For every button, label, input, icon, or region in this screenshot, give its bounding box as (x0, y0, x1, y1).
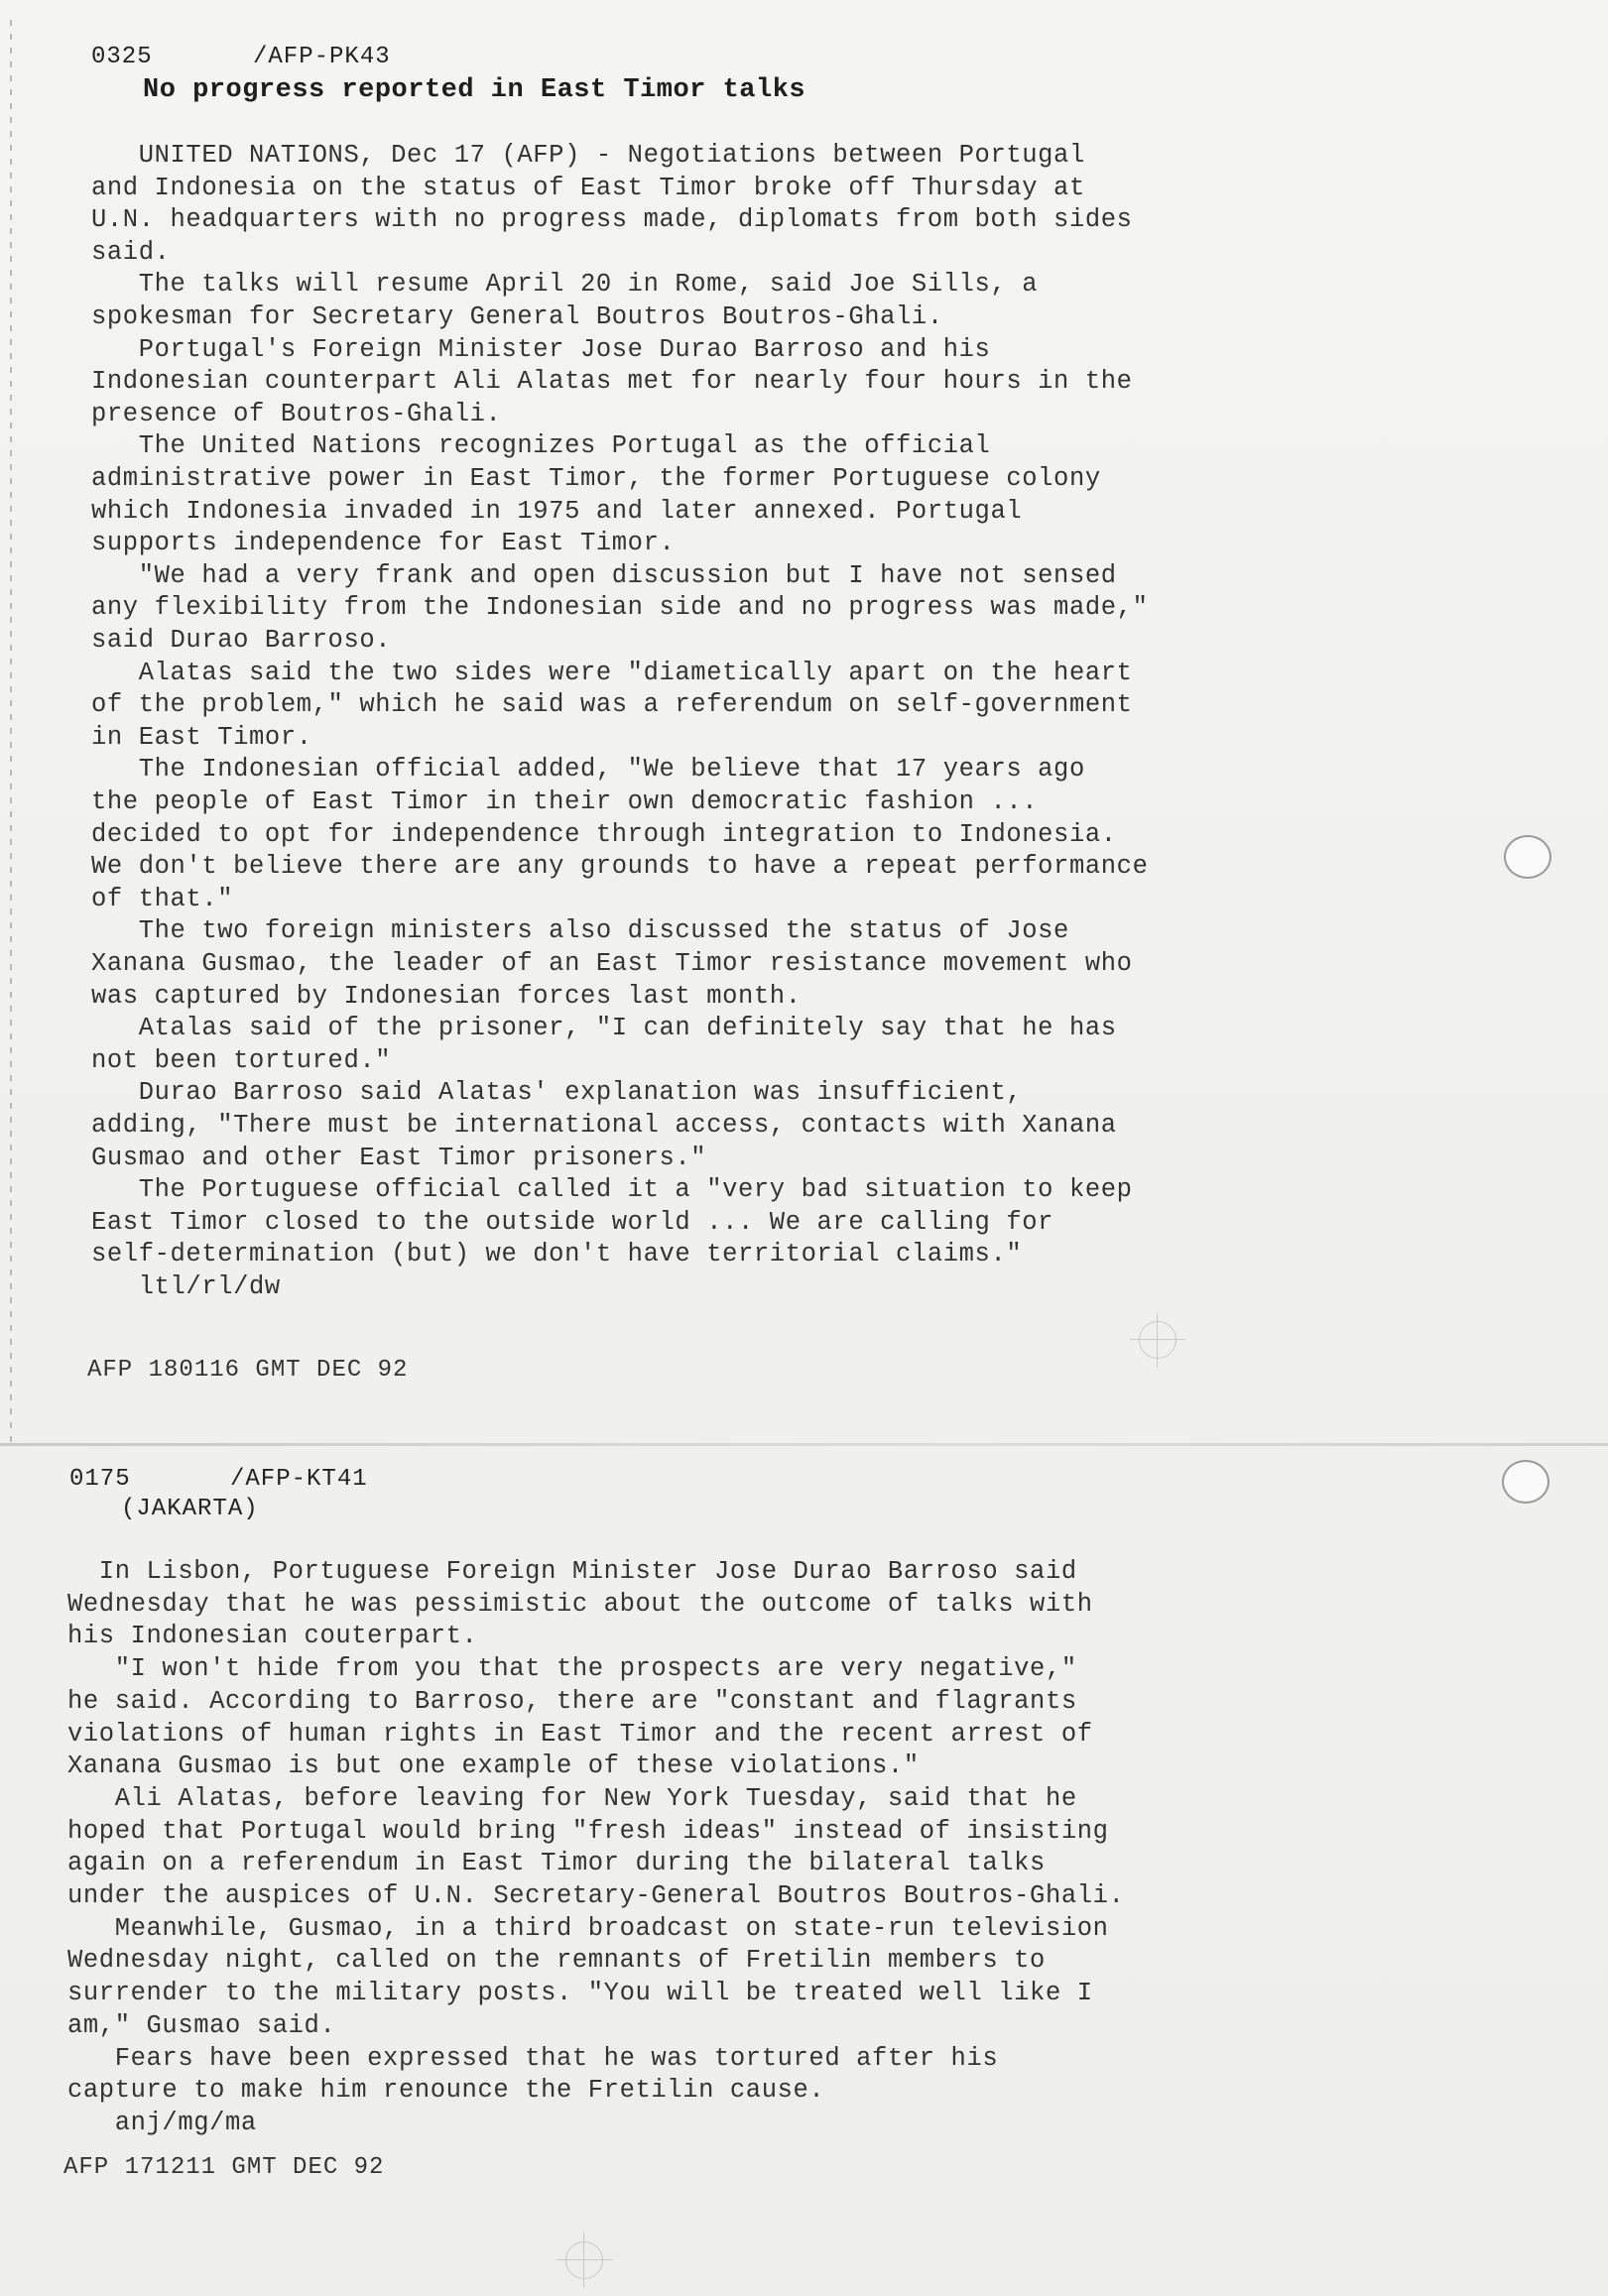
text-line: decided to opt for independence through integration to Indonesia. (91, 819, 1117, 849)
text-line: the people of East Timor in their own democratic fashion ... (91, 787, 1039, 816)
text-line: Ali Alatas, before leaving for New York Tuesday, said that he (67, 1783, 1077, 1813)
text-line: administrative power in East Timor, the former Portuguese colony (91, 464, 1101, 493)
registration-mark-icon (565, 2241, 603, 2279)
text-line: Fears have been expressed that he was tortured after his (67, 2043, 999, 2073)
text-line: he said. According to Barroso, there are "constant and flagrants (67, 1686, 1077, 1716)
story-slug-number: 0175 (69, 1466, 131, 1493)
text-line: said Durao Barroso. (91, 626, 392, 655)
text-line: not been tortured." (91, 1045, 392, 1075)
text-line: Atalas said of the prisoner, "I can definitely say that he has (91, 1014, 1117, 1043)
text-line: his Indonesian couterpart. (67, 1622, 478, 1651)
text-line: Xanana Gusmao is but one example of these violations." (67, 1752, 920, 1781)
text-line: "I won't hide from you that the prospects are very negative," (67, 1654, 1077, 1684)
punch-hole (1504, 835, 1551, 879)
text-line: Alatas said the two sides were "diametically apart on the heart (91, 658, 1133, 687)
text-line: Xanana Gusmao, the leader of an East Timor resistance movement who (91, 949, 1133, 978)
text-line: presence of Boutros-Ghali. (91, 399, 502, 428)
text-line: under the auspices of U.N. Secretary-General Boutros Boutros-Ghali. (67, 1881, 1125, 1910)
punch-hole (1502, 1460, 1549, 1504)
text-line: violations of human rights in East Timor and the recent arrest of (67, 1719, 1093, 1749)
text-line: UNITED NATIONS, Dec 17 (AFP) - Negotiations between Portugal (91, 141, 1085, 170)
story-dateline: AFP 180116 GMT DEC 92 (87, 1357, 409, 1384)
text-line: We don't believe there are any grounds to have a repeat performance (91, 852, 1149, 882)
text-line: surrender to the military posts. "You will be treated well like I (67, 1979, 1093, 2008)
story-slug-code: /AFP-PK43 (253, 44, 391, 70)
story-slug-code: /AFP-KT41 (230, 1466, 368, 1493)
text-line: again on a referendum in East Timor during the bilateral talks (67, 1849, 1046, 1878)
text-line: of that." (91, 884, 234, 913)
story-headline: No progress reported in East Timor talks (143, 75, 806, 105)
text-line: Durao Barroso said Alatas' explanation was insufficient, (91, 1078, 1023, 1108)
story-slug-place: (JAKARTA) (121, 1496, 259, 1522)
text-line: Wednesday night, called on the remnants of Fretilin members to (67, 1946, 1046, 1976)
text-line: East Timor closed to the outside world ... We are calling for (91, 1207, 1054, 1237)
text-line: The two foreign ministers also discussed the status of Jose (91, 916, 1069, 946)
left-margin-rule (10, 20, 12, 1448)
text-line: Indonesian counterpart Ali Alatas met for nearly four hours in the (91, 367, 1133, 397)
text-line: Wednesday that he was pessimistic about the outcome of talks with (67, 1589, 1093, 1619)
text-line: The United Nations recognizes Portugal as the official (91, 431, 991, 461)
text-line: am," Gusmao said. (67, 2010, 336, 2040)
text-line: U.N. headquarters with no progress made, diplomats from both sides (91, 205, 1133, 235)
text-line: The Indonesian official added, "We believe that 17 years ago (91, 755, 1085, 785)
text-line: "We had a very frank and open discussion but I have not sensed (91, 560, 1117, 590)
text-line: anj/mg/ma (67, 2108, 257, 2137)
text-line: in East Timor. (91, 722, 312, 752)
story-dateline: AFP 171211 GMT DEC 92 (63, 2154, 385, 2181)
text-line: which Indonesia invaded in 1975 and later annexed. Portugal (91, 496, 1023, 526)
text-line: self-determination (but) we don't have territorial claims." (91, 1240, 1023, 1269)
text-line: In Lisbon, Portuguese Foreign Minister Jose Durao Barroso said (67, 1557, 1077, 1586)
text-line: ltl/rl/dw (91, 1272, 281, 1301)
text-line: The Portuguese official called it a "very bad situation to keep (91, 1175, 1133, 1205)
text-line: supports independence for East Timor. (91, 529, 676, 558)
text-line: Portugal's Foreign Minister Jose Durao Barroso and his (91, 334, 991, 364)
story-slug-number: 0325 (91, 44, 153, 70)
registration-mark-icon (1139, 1321, 1176, 1359)
text-line: said. (91, 237, 171, 267)
text-line: capture to make him renounce the Fretilin cause. (67, 2076, 825, 2106)
text-line: was captured by Indonesian forces last month. (91, 981, 802, 1011)
text-line: and Indonesia on the status of East Timor broke off Thursday at (91, 173, 1085, 202)
text-line: Gusmao and other East Timor prisoners." (91, 1143, 707, 1172)
text-line: hoped that Portugal would bring "fresh ideas" instead of insisting (67, 1816, 1109, 1846)
text-line: of the problem," which he said was a referendum on self-government (91, 690, 1133, 720)
text-line: spokesman for Secretary General Boutros Boutros-Ghali. (91, 302, 943, 331)
text-line: The talks will resume April 20 in Rome, said Joe Sills, a (91, 270, 1039, 300)
text-line: adding, "There must be international access, contacts with Xanana (91, 1111, 1117, 1140)
text-line: any flexibility from the Indonesian side and no progress was made," (91, 593, 1149, 623)
clipping-divider (0, 1443, 1608, 1446)
text-line: Meanwhile, Gusmao, in a third broadcast on state-run television (67, 1913, 1109, 1943)
